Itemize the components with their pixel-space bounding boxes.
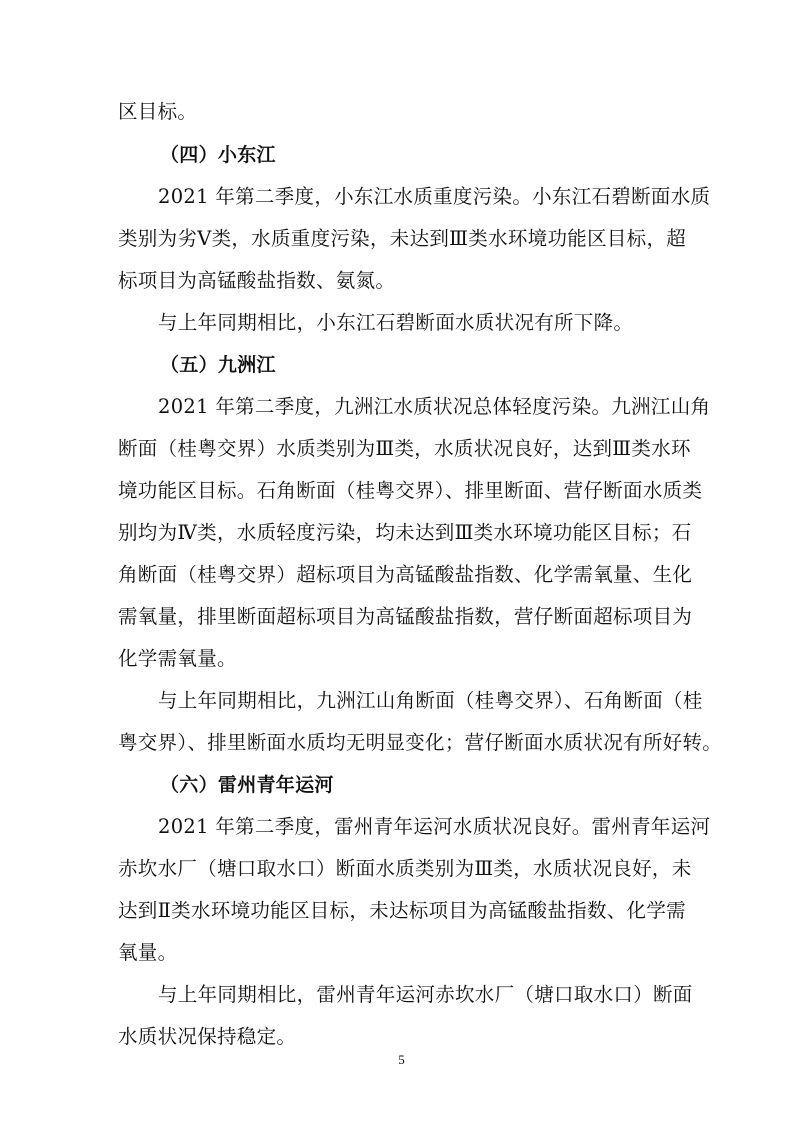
paragraph-line: 粤交界）、排里断面水质均无明显变化；营仔断面水质状况有所好转。 [118,731,723,754]
paragraph-line: 化学需氧量。 [118,647,237,670]
paragraph-line: 达到Ⅱ类水环境功能区目标，未达标项目为高锰酸盐指数、化学需 [118,899,686,922]
paragraph-line: 区目标。 [118,100,198,123]
paragraph-line: 氧量。 [118,941,178,964]
paragraph-line: 角断面（桂粤交界）超标项目为高锰酸盐指数、化学需氧量、生化 [118,563,693,586]
section-heading: （四）小东江 [160,144,276,166]
paragraph-line: 类别为劣Ⅴ类，水质重度污染，未达到Ⅲ类水环境功能区目标，超 [118,227,687,250]
section-heading: （五）九洲江 [160,354,276,376]
paragraph-line: 水质状况保持稳定。 [118,1025,297,1048]
paragraph-line: 与上年同期相比，雷州青年运河赤坎水厂（塘口取水口）断面 [158,983,693,1006]
section-heading: （六）雷州青年运河 [160,774,334,796]
paragraph-line: 2021 年第二季度，小东江水质重度污染。小东江石碧断面水质 [158,185,711,208]
paragraph-line: 别均为Ⅳ类，水质轻度污染，均未达到Ⅲ类水环境功能区目标；石 [118,521,692,544]
page-number: 5 [398,1052,405,1067]
paragraph-line: 与上年同期相比，小东江石碧断面水质状况有所下降。 [158,311,634,334]
paragraph-line: 2021 年第二季度，九洲江水质状况总体轻度污染。九洲江山角 [158,395,711,418]
paragraph-line: 标项目为高锰酸盐指数、氨氮。 [118,269,396,292]
paragraph-line: 2021 年第二季度，雷州青年运河水质状况良好。雷州青年运河 [158,815,711,838]
paragraph-line: 境功能区目标。石角断面（桂粤交界）、排里断面、营仔断面水质类 [118,479,703,502]
paragraph-line: 与上年同期相比，九洲江山角断面（桂粤交界）、石角断面（桂 [158,689,703,712]
paragraph-line: 需氧量，排里断面超标项目为高锰酸盐指数，营仔断面超标项目为 [118,605,693,628]
paragraph-line: 断面（桂粤交界）水质类别为Ⅲ类，水质状况良好，达到Ⅲ类水环 [118,437,691,460]
paragraph-line: 赤坎水厂（塘口取水口）断面水质类别为Ⅲ类，水质状况良好，未 [118,857,692,880]
